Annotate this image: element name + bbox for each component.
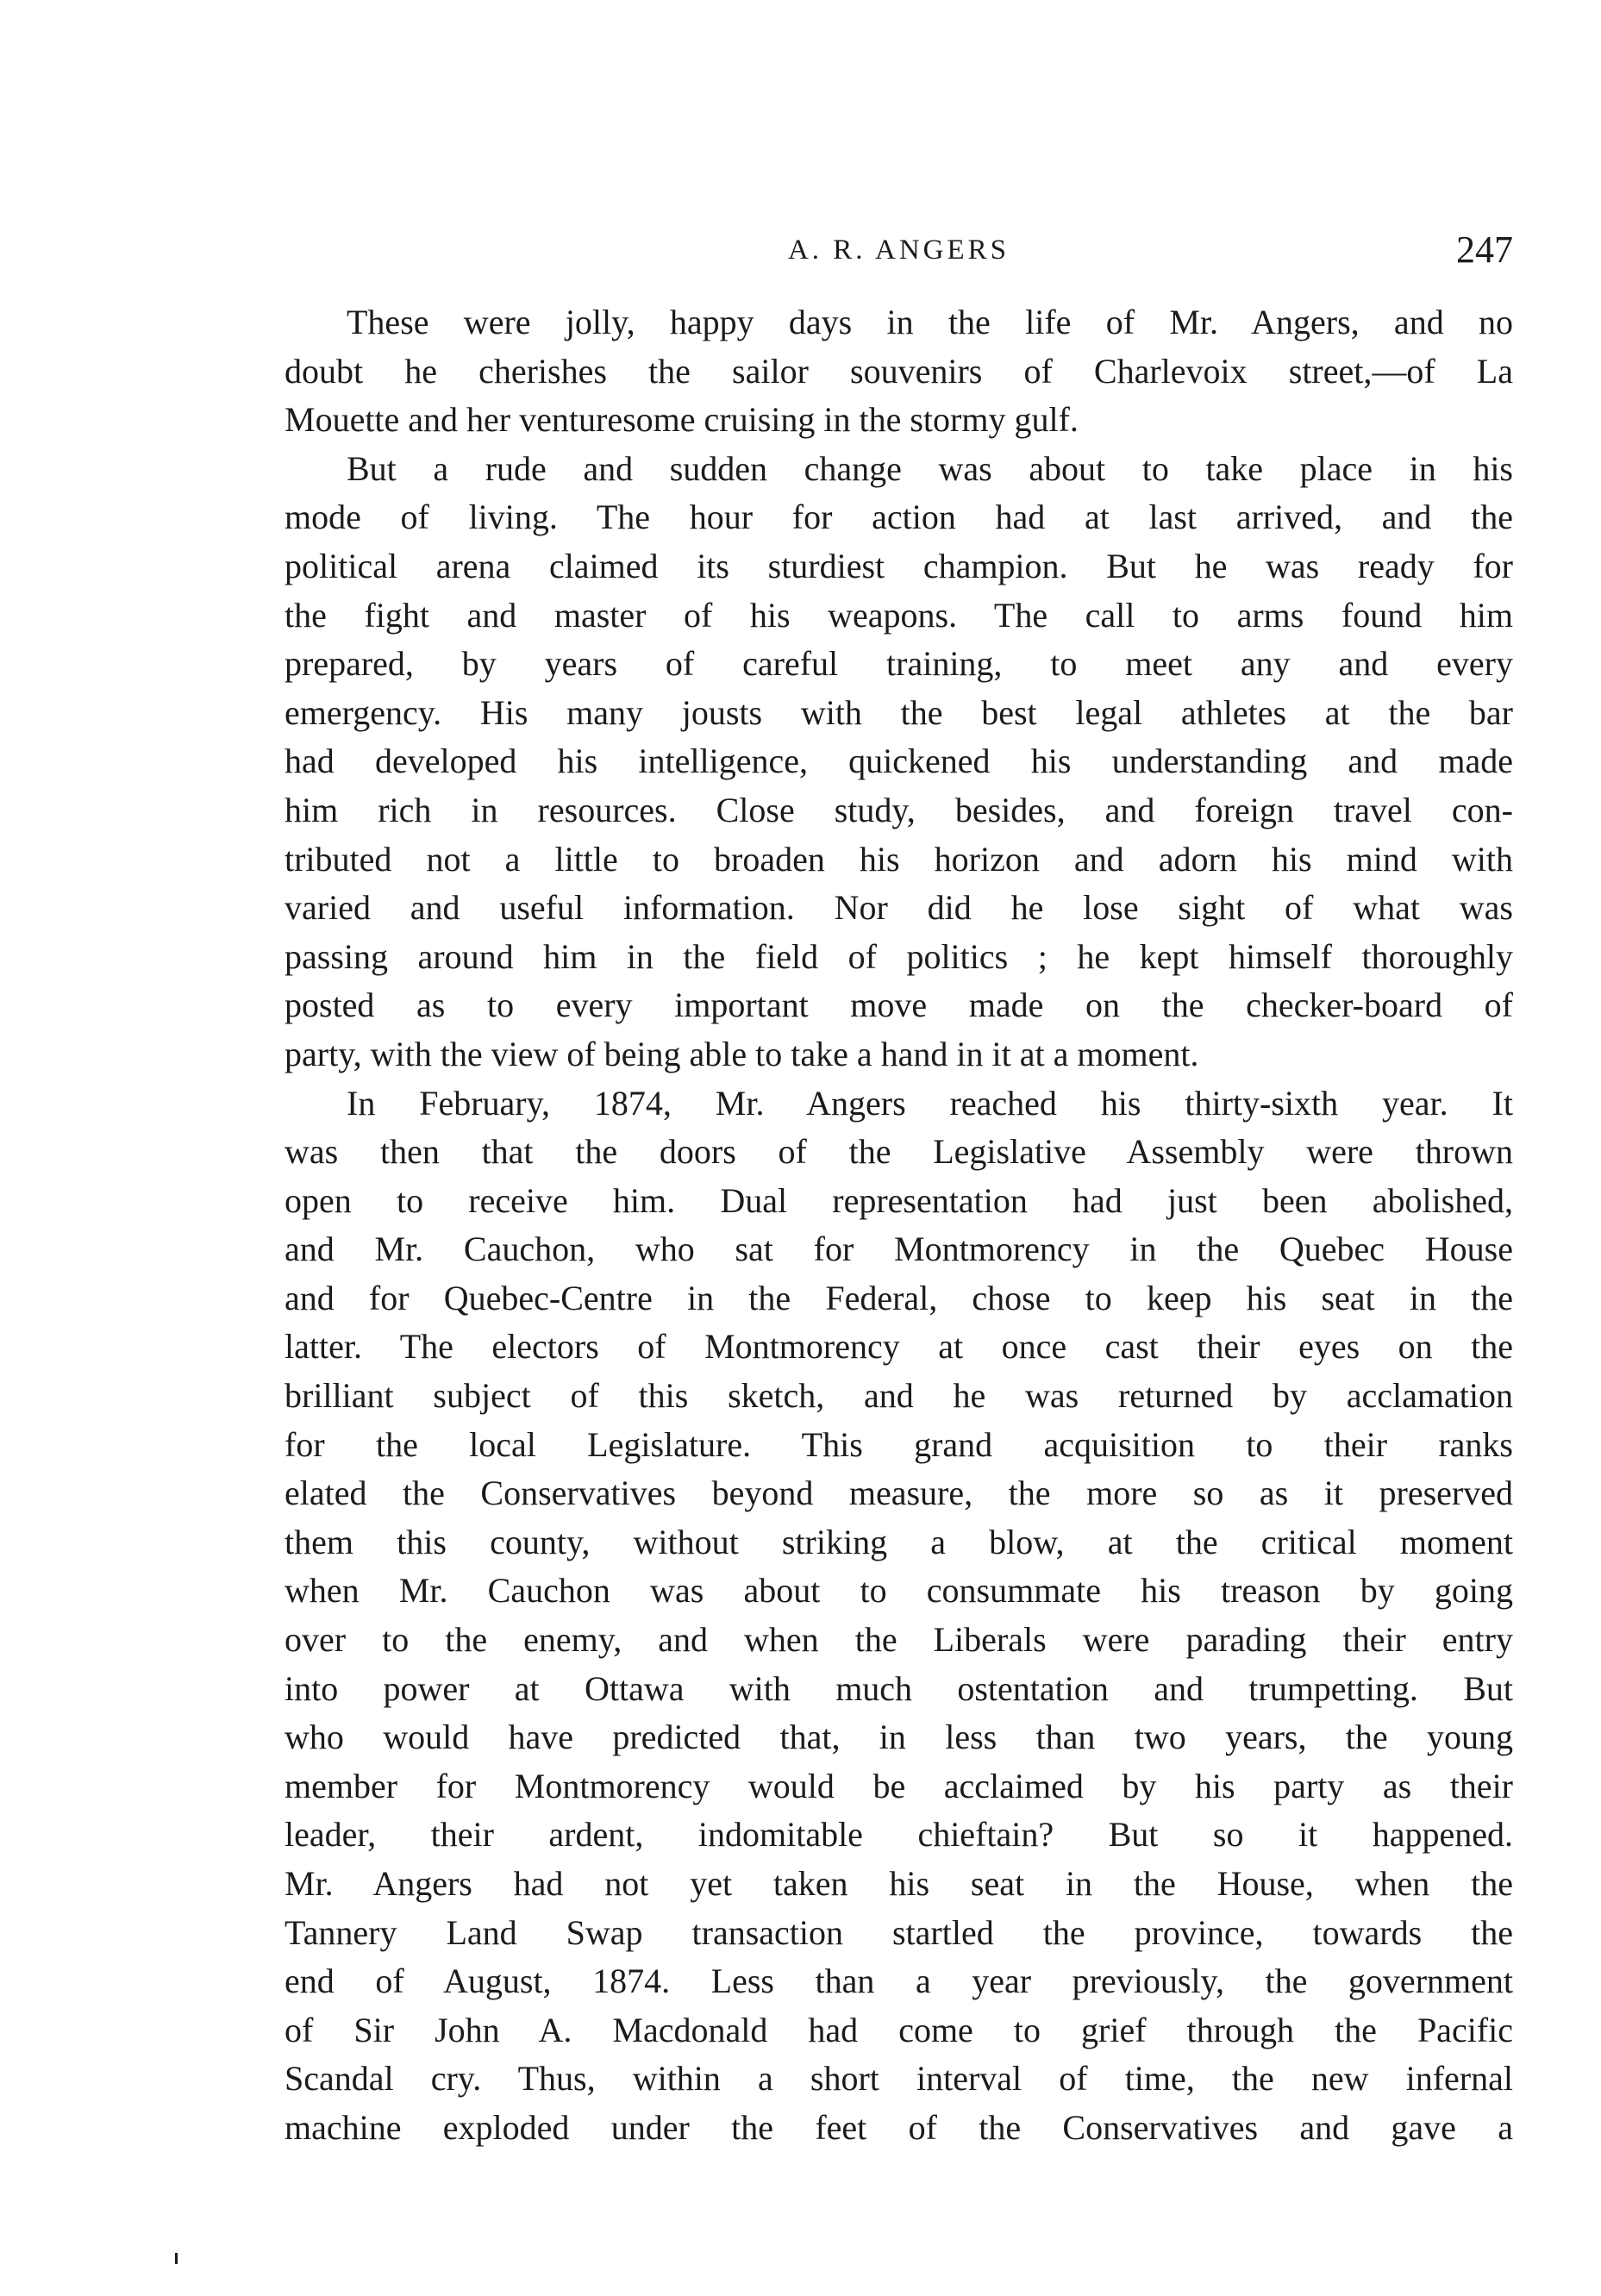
text-line: who would have predicted that, in less than two years, the young [285,1717,1513,1757]
text-line: open to receive him. Dual representation had just been abolished, [285,1180,1513,1220]
text-line: prepared, by years of careful training, to meet any and every [285,644,1513,684]
text-line: Scandal cry. Thus, within a short interval of time, the new infernal [285,2059,1513,2099]
running-title: A. R. ANGERS [787,235,1010,266]
text-line: machine exploded under the feet of the Conservatives and gave a [285,2107,1513,2147]
text-line: Mr. Angers had not yet taken his seat in the House, when the [285,1864,1513,1903]
text-line: political arena claimed its sturdiest champion. But he was ready for [285,546,1513,585]
text-line: them this county, without striking a blow, at the critical moment [285,1522,1513,1561]
text-line: party, with the view of being able to take a hand in it at a moment. [285,1034,1199,1073]
text-line: But a rude and sudden change was about to take place in his [347,448,1513,488]
text-line: In February, 1874, Mr. Angers reached his thirty-sixth year. It [347,1083,1513,1123]
margin-mark [175,2253,178,2264]
text-line: leader, their ardent, indomitable chieftain? But so it happened. [285,1815,1513,1855]
text-line: latter. The electors of Montmorency at once cast their eyes on the [285,1327,1513,1367]
text-line: passing around him in the field of politics ; he kept himself thoroughly [285,936,1513,976]
text-line: Tannery Land Swap transaction startled the province, towards the [285,1912,1513,1952]
text-line: These were jolly, happy days in the life of Mr. Angers, and no [347,303,1513,341]
running-head [285,228,1513,279]
text-line: the fight and master of his weapons. The call to arms found him [285,595,1513,635]
text-line: and Mr. Cauchon, who sat for Montmorency in the Quebec House [285,1229,1513,1269]
page-number: 247 [1456,228,1513,271]
text-line: varied and useful information. Nor did he lose sight of what was [285,888,1513,928]
text-line: was then that the doors of the Legislative Assembly were thrown [285,1132,1513,1172]
text-line: emergency. His many jousts with the best legal athletes at the bar [285,692,1513,732]
text-line: elated the Conservatives beyond measure, the more so as it preserved [285,1473,1513,1513]
text-line: mode of living. The hour for action had at last arrived, and the [285,497,1513,537]
text-line: Mouette and her venturesome cruising in the stormy gulf. [285,400,1079,440]
text-line: him rich in resources. Close study, besides, and foreign travel con- [285,790,1513,829]
body-text [285,298,1513,2153]
text-line: brilliant subject of this sketch, and he was returned by acclamation [285,1376,1513,1416]
text-line: doubt he cherishes the sailor souvenirs of Charlevoix street,—of La [285,351,1513,391]
text-line: over to the enemy, and when the Liberals were parading their entry [285,1620,1513,1660]
text-line: when Mr. Cauchon was about to consummate his treason by going [285,1571,1513,1611]
text-line: posted as to every important move made on the checker-board of [285,985,1513,1025]
text-line: member for Montmorency would be acclaimed by his party as their [285,1766,1513,1805]
text-line: tributed not a little to broaden his horizon and adorn his mind with [285,839,1513,879]
text-line: into power at Ottawa with much ostentation and trumpetting. But [285,1668,1513,1708]
text-line: for the local Legislature. This grand acquisition to their ranks [285,1424,1513,1464]
text-line: had developed his intelligence, quickened his understanding and made [285,741,1513,781]
text-line: end of August, 1874. Less than a year previously, the government [285,1961,1513,2001]
text-line: and for Quebec-Centre in the Federal, chose to keep his seat in the [285,1278,1513,1317]
text-line: of Sir John A. Macdonald had come to grief through the Pacific [285,2010,1513,2049]
